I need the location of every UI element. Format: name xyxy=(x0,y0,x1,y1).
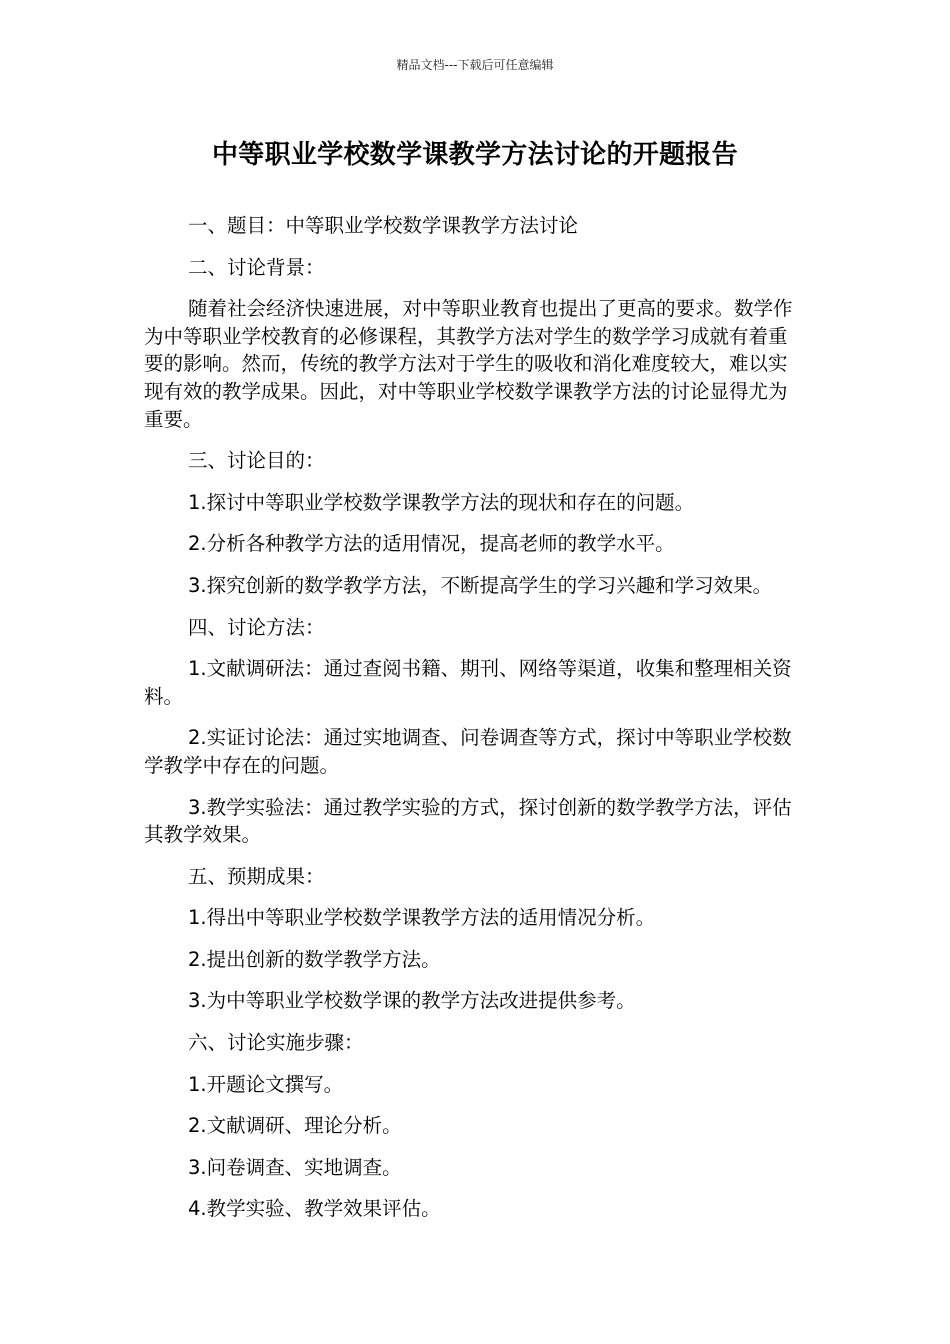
section-heading-purpose: 三、讨论目的： xyxy=(188,449,325,473)
step-item-3: 3.问卷调查、实地调查。 xyxy=(188,1155,402,1179)
document-title: 中等职业学校数学课教学方法讨论的开题报告 xyxy=(211,140,738,170)
section-heading-topic: 一、题目：中等职业学校数学课教学方法讨论 xyxy=(188,214,579,237)
purpose-item-1: 1.探讨中等职业学校数学课教学方法的现状和存在的问题。 xyxy=(188,490,695,514)
method-item-1: 1.文献调研法：通过查阅书籍、期刊、网络等渠道，收集和整理相关资料。 xyxy=(144,657,792,708)
document-body xyxy=(144,212,804,1237)
purpose-item-3: 3.探究创新的数学教学方法，不断提高学生的学习兴趣和学习效果。 xyxy=(188,573,773,597)
outcome-item-3: 3.为中等职业学校数学课的教学方法改进提供参考。 xyxy=(188,989,636,1013)
step-item-4: 4.教学实验、教学效果评估。 xyxy=(188,1197,441,1221)
outcome-item-1: 1.得出中等职业学校数学课教学方法的适用情况分析。 xyxy=(188,906,656,930)
background-paragraph: 随着社会经济快速进展，对中等职业教育也提出了更高的要求。数学作为中等职业学校教育的必修课程，其教学方法对学生的数学学习成就有着重要的影响。然而，传统的教学方法对于学生的吸收和消化难度较大，难以实现有效的教学成果。因此，对中等职业学校数学课教学方法的讨论显得尤为重要。 xyxy=(144,297,793,431)
section-heading-methods: 四、讨论方法： xyxy=(188,615,325,639)
method-item-3: 3.教学实验法：通过教学实验的方式，探讨创新的数学教学方法，评估其教学效果。 xyxy=(144,795,792,847)
step-item-1: 1.开题论文撰写。 xyxy=(188,1072,344,1096)
outcome-item-2: 2.提出创新的数学教学方法。 xyxy=(188,947,441,971)
method-item-2: 2.实证讨论法：通过实地调查、问卷调查等方式，探讨中等职业学校数学教学中存在的问题。 xyxy=(144,726,792,777)
header-note: 精品文档---下载后可任意编辑 xyxy=(396,58,554,72)
section-heading-background: 二、讨论背景： xyxy=(188,255,325,279)
step-item-2: 2.文献调研、理论分析。 xyxy=(188,1114,402,1138)
section-heading-outcomes: 五、预期成果： xyxy=(188,864,325,888)
purpose-item-2: 2.分析各种教学方法的适用情况，提高老师的教学水平。 xyxy=(188,532,675,556)
section-heading-steps: 六、讨论实施步骤： xyxy=(188,1031,364,1055)
